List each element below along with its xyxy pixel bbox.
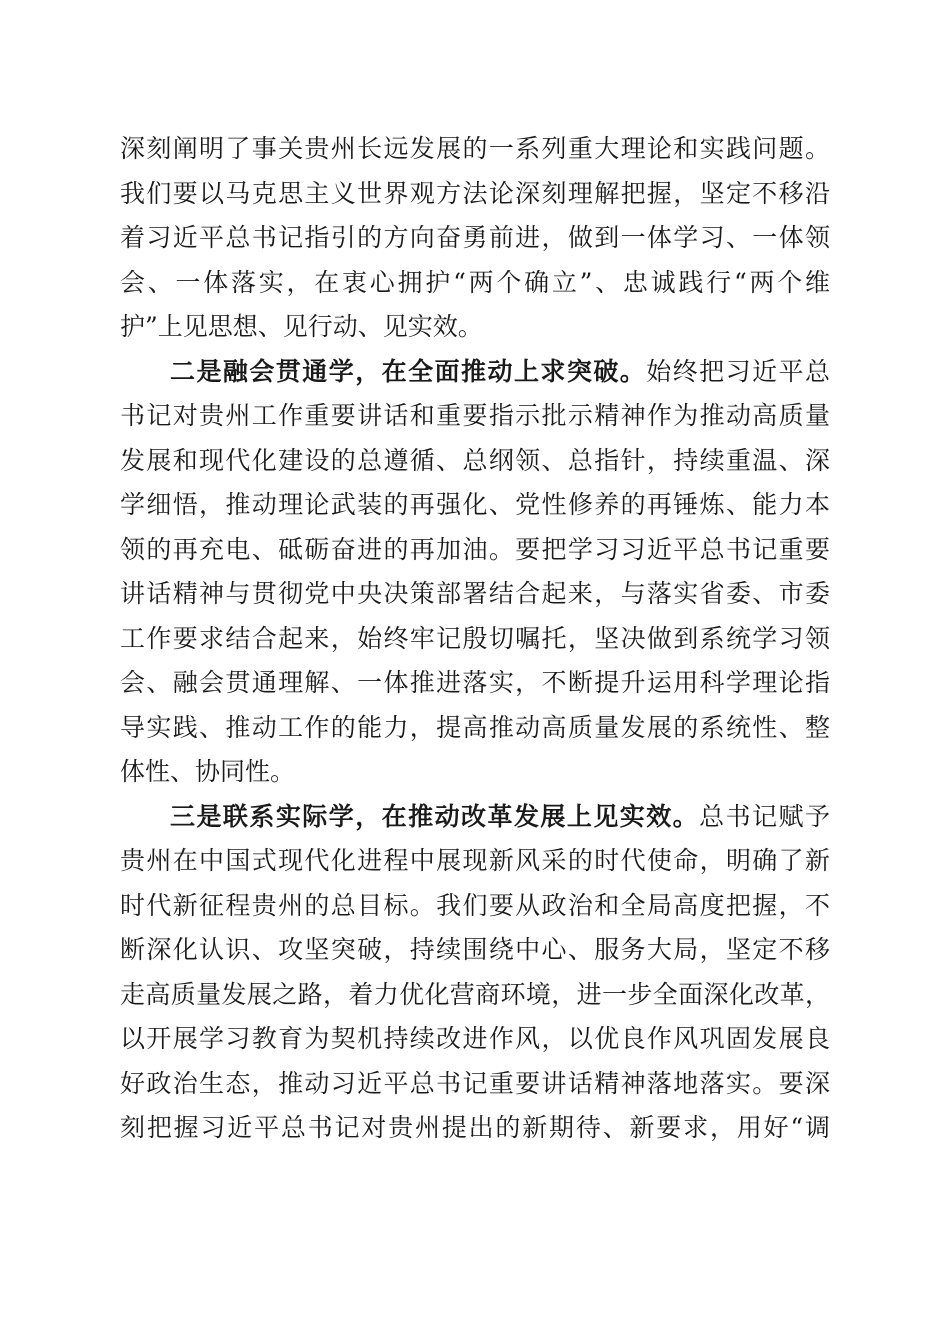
text-line: 领的再充电、砥砺奋进的再加油。要把学习习近平总书记重要 [120,534,830,564]
text-line: 断深化认识、攻坚突破，持续围绕中心、服务大局，坚定不移 [120,935,830,964]
paragraph-2 [120,350,830,795]
text-line: 体性、协同性。 [120,757,296,786]
text-line: 我们要以马克思主义世界观方法论深刻理解把握，坚定不移沿 [120,178,830,208]
text-line: 着习近平总书记指引的方向奋勇前进，做到一体学习、一体领 [120,223,830,252]
text-line: 会、融会贯通理解、一体推进落实，不断提升运用科学理论指 [120,668,830,697]
text-run: 始终把习近平总 [646,356,830,386]
text-line: 学细悟，推动理论武装的再强化、党性修养的再锤炼、能力本 [120,490,830,519]
paragraph-heading: 二是融会贯通学，在全面推动上求突破。 [170,356,647,386]
text-line: 时代新征程贵州的总目标。我们要从政治和全局高度把握，不 [120,890,830,920]
paragraph-heading: 三是联系实际学，在推动改革发展上见实效。 [170,801,700,831]
paragraph-first-line [120,350,830,395]
text-run: 总书记赋予 [699,801,830,831]
text-line: 好政治生态，推动习近平总书记重要讲话精神落地落实。要深 [120,1068,830,1098]
text-line: 发展和现代化建设的总遵循、总纲领、总指针，持续重温、深 [120,445,830,475]
text-line: 会、一体落实，在衷心拥护“两个确立”、忠诚践行“两个维 [120,267,830,297]
document-body [120,127,830,1151]
text-line: 深刻阐明了事关贵州长远发展的一系列重大理论和实践问题。 [120,134,830,163]
text-line: 走高质量发展之路，着力优化营商环境，进一步全面深化改革， [120,979,830,1009]
text-line: 护”上见思想、见行动、见实效。 [120,312,483,341]
text-line: 工作要求结合起来，始终牢记殷切嘱托，坚决做到系统学习领 [120,623,830,653]
paragraph-1 [120,127,830,350]
text-line: 以开展学习教育为契机持续改进作风，以优良作风巩固发展良 [120,1024,830,1053]
text-line: 讲话精神与贯彻党中央决策部署结合起来，与落实省委、市委 [120,579,830,608]
text-line: 刻把握习近平总书记对贵州提出的新期待、新要求，用好“调 [120,1113,830,1142]
text-line: 导实践、推动工作的能力，提高推动高质量发展的系统性、整 [120,712,830,742]
paragraph-first-line [120,795,830,840]
text-line: 书记对贵州工作重要讲话和重要指示批示精神作为推动高质量 [120,401,830,430]
text-line: 贵州在中国式现代化进程中展现新风采的时代使命，明确了新 [120,846,830,875]
paragraph-3 [120,795,830,1151]
